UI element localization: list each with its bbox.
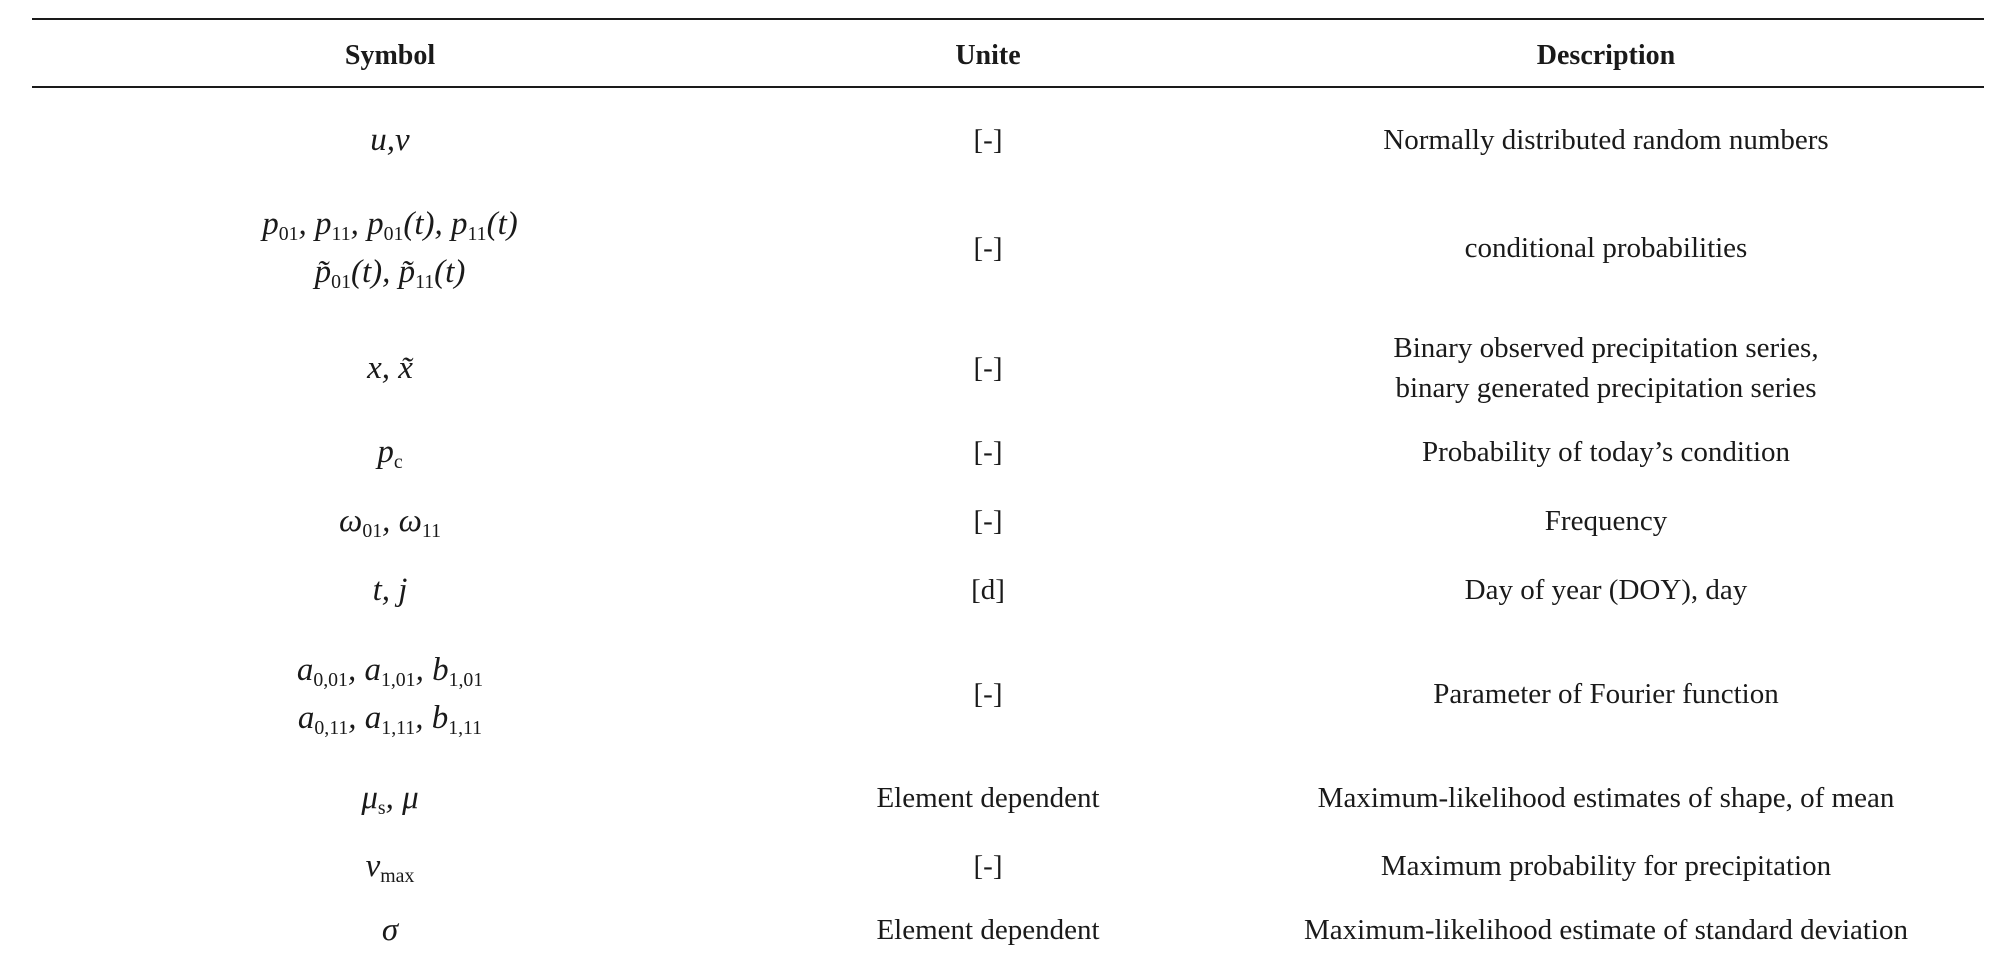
description-line: Frequency bbox=[1544, 505, 1668, 537]
unit-cell: [-] bbox=[973, 505, 1003, 537]
table-row bbox=[32, 420, 1984, 484]
symbol-cell bbox=[32, 110, 748, 170]
symbol-expression: $p̃_{01}(t)$, $p̃_{11}(t)$ bbox=[314, 254, 466, 293]
description-line: Maximum probability for precipitation bbox=[1380, 850, 1832, 882]
symbol-cell bbox=[32, 902, 748, 958]
symbol-cell bbox=[32, 834, 748, 898]
description-cell bbox=[1228, 420, 1984, 484]
symbol-expression: $\omega_{01}$, $\omega_{11}$ bbox=[339, 503, 441, 542]
symbol-cell bbox=[32, 488, 748, 554]
description-line: Probability of today’s condition bbox=[1421, 436, 1791, 468]
table-row bbox=[32, 902, 1984, 958]
symbol-expression: $a_{0,01}$, $a_{1,01}$, $b_{1,01}$ bbox=[296, 652, 484, 691]
description-line: Maximum-likelihood estimates of shape, of mean bbox=[1317, 782, 1895, 814]
unit-cell: Element dependent bbox=[876, 782, 1100, 814]
unit-cell: [-] bbox=[973, 436, 1003, 468]
description-line: Binary observed precipitation series, bbox=[1393, 332, 1819, 364]
header-unit: Unite bbox=[955, 40, 1021, 71]
table-top-rule bbox=[32, 18, 1984, 20]
symbol-expression: σ bbox=[381, 912, 399, 948]
table-row bbox=[32, 766, 1984, 830]
table-row bbox=[32, 834, 1984, 898]
symbol-cell bbox=[32, 420, 748, 484]
symbol-expression: $p_{01}$, $p_{11}$, $p_{01}(t)$, $p_{11}(t)$ bbox=[262, 206, 518, 245]
description-cell bbox=[1228, 488, 1984, 554]
description-cell bbox=[1228, 766, 1984, 830]
description-line: Normally distributed random numbers bbox=[1383, 124, 1829, 156]
symbol-expression: $p_c$ bbox=[377, 434, 403, 473]
unit-cell: [-] bbox=[973, 352, 1003, 384]
symbol-expression: x, x̃ bbox=[367, 350, 413, 386]
unit-cell: [-] bbox=[973, 678, 1003, 710]
description-cell bbox=[1228, 558, 1984, 622]
symbol-cell bbox=[32, 624, 748, 764]
table-row bbox=[32, 178, 1984, 318]
header-rule bbox=[32, 86, 1984, 88]
symbol-expression: $\mu_s$, μ bbox=[361, 780, 419, 819]
unit-cell: [-] bbox=[973, 124, 1003, 156]
description-cell bbox=[1228, 902, 1984, 958]
description-line: conditional probabilities bbox=[1464, 232, 1748, 264]
unit-cell: Element dependent bbox=[876, 914, 1100, 946]
header-description: Description bbox=[1536, 40, 1676, 71]
unit-cell: [-] bbox=[973, 232, 1003, 264]
description-cell bbox=[1228, 834, 1984, 898]
table-row bbox=[32, 624, 1984, 764]
table-row bbox=[32, 110, 1984, 170]
description-line: Parameter of Fourier function bbox=[1433, 678, 1779, 710]
description-cell bbox=[1228, 318, 1984, 418]
table-row bbox=[32, 318, 1984, 418]
header-symbol: Symbol bbox=[344, 40, 436, 71]
description-cell bbox=[1228, 178, 1984, 318]
description-line: binary generated precipitation series bbox=[1395, 372, 1817, 404]
unit-cell: [-] bbox=[973, 850, 1003, 882]
table-row bbox=[32, 558, 1984, 622]
table-row bbox=[32, 488, 1984, 554]
symbol-expression: u,v bbox=[370, 122, 410, 158]
symbol-expression: t, j bbox=[372, 572, 408, 608]
symbol-cell bbox=[32, 766, 748, 830]
description-cell bbox=[1228, 110, 1984, 170]
symbol-cell bbox=[32, 318, 748, 418]
symbol-cell bbox=[32, 178, 748, 318]
symbol-expression: $v_{max}$ bbox=[365, 848, 415, 887]
description-line: Day of year (DOY), day bbox=[1464, 574, 1748, 606]
symbol-expression: $a_{0,11}$, $a_{1,11}$, $b_{1,11}$ bbox=[297, 700, 483, 739]
symbol-cell bbox=[32, 558, 748, 622]
description-cell bbox=[1228, 624, 1984, 764]
unit-cell: [d] bbox=[971, 574, 1005, 606]
description-line: Maximum-likelihood estimate of standard deviation bbox=[1303, 914, 1909, 946]
